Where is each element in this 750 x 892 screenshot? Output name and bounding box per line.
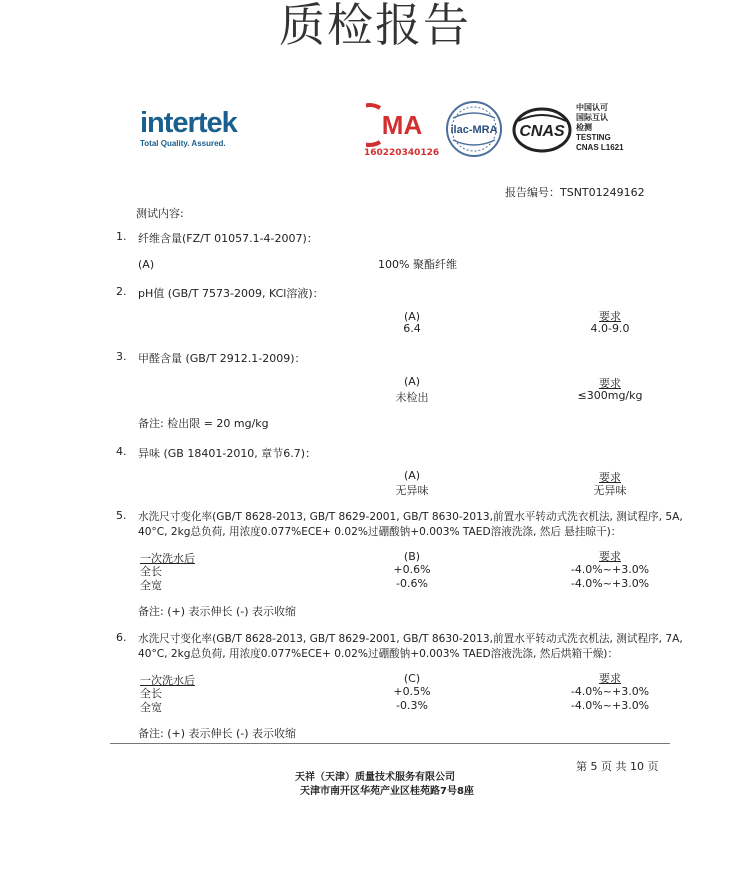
section-heading: 测试内容: [136, 207, 184, 220]
wash1-row-value: -0.6% [396, 577, 428, 590]
fiber-sample: (A) [138, 258, 155, 271]
wash1-requirement-label: 要求 [599, 550, 621, 563]
item-number: 4. [116, 445, 127, 458]
cnas-line: TESTING [576, 133, 611, 142]
odor-title: 异味 (GB 18401-2010, 章节6.7)： [138, 447, 317, 460]
item-number: 5. [116, 509, 127, 522]
wash1-method-line: 40°C, 2kg总负荷, 用浓度0.077%ECE+ 0.02%过硼酸钠+0.003% TAED溶液洗涤, 然后 悬挂晾干)： [138, 526, 622, 538]
footer-company: 天祥（天津）质量技术服务有限公司 [295, 772, 455, 783]
intertek-tagline: Total Quality. Assured. [140, 139, 226, 148]
fiber-title: 纤维含量(FZ/T 01057.1-4-2007)： [138, 232, 318, 245]
item-number: 3. [116, 350, 127, 363]
formaldehyde-requirement-value: ≤300mg/kg [577, 389, 643, 402]
wash2-sample: (C) [403, 672, 421, 685]
odor-value: 无异味 [395, 484, 429, 497]
wash1-row-head: 一次洗水后 [140, 552, 195, 565]
wash1-row-label: 全宽 [140, 579, 162, 592]
odor-sample: (A) [403, 469, 421, 482]
wash2-row-value: +0.5% [393, 685, 431, 698]
wash2-row-label: 全长 [140, 687, 162, 700]
cnas-mark: CNAS [519, 123, 565, 140]
ph-requirement-label: 要求 [599, 310, 621, 323]
wash1-row-label: 全长 [140, 565, 162, 578]
wash2-method-line: 40°C, 2kg总负荷, 用浓度0.077%ECE+ 0.02%过硼酸钠+0.003% TAED溶液洗涤, 然后烘箱干燥)： [138, 648, 619, 660]
wash2-row-head: 一次洗水后 [140, 674, 195, 687]
ph-value: 6.4 [403, 322, 421, 335]
formaldehyde-title: 甲醛含量 (GB/T 2912.1-2009)： [138, 352, 306, 365]
cnas-line: 中国认可 [576, 103, 608, 112]
formaldehyde-sample: (A) [403, 375, 421, 388]
odor-requirement-value: 无异味 [593, 484, 627, 497]
wash2-note: 备注: (+) 表示伸长 (-) 表示收缩 [138, 727, 297, 740]
wash1-method-line: 水洗尺寸变化率(GB/T 8628-2013, GB/T 8629-2001, GB/T 8630-2013,前置水平转动式洗衣机法, 测试程序, 5A, [138, 511, 683, 523]
item-number: 6. [116, 631, 127, 644]
footer-divider [110, 743, 670, 744]
wash2-requirement-label: 要求 [599, 672, 621, 685]
ph-sample: (A) [403, 310, 421, 323]
wash1-note: 备注: (+) 表示伸长 (-) 表示收缩 [138, 605, 297, 618]
wash2-row-label: 全宽 [140, 701, 162, 714]
fiber-result: 100% 聚酯纤维 [378, 258, 457, 271]
page-title: 质检报告 [279, 0, 471, 52]
wash1-row-value: +0.6% [393, 563, 431, 576]
ma-mark: MA [381, 110, 423, 140]
cnas-accreditation-text [576, 103, 624, 153]
wash1-row-requirement: -4.0%~+3.0% [570, 563, 650, 576]
odor-requirement-label: 要求 [599, 471, 621, 484]
item-number: 2. [116, 285, 127, 298]
ma-number: 160220340126 [364, 148, 440, 158]
formaldehyde-note: 备注: 检出限 = 20 mg/kg [138, 417, 269, 430]
ph-title: pH值 (GB/T 7573-2009, KCl溶液)： [138, 287, 324, 300]
wash1-row-requirement: -4.0%~+3.0% [570, 577, 650, 590]
cnas-line: CNAS L1621 [576, 143, 624, 152]
ph-requirement-value: 4.0-9.0 [590, 322, 630, 335]
ilac-mark: ilac-MRA [450, 124, 498, 136]
wash2-method-line: 水洗尺寸变化率(GB/T 8628-2013, GB/T 8629-2001, GB/T 8630-2013,前置水平转动式洗衣机法, 测试程序, 7A, [138, 633, 683, 645]
ma-seal-icon [366, 102, 432, 148]
formaldehyde-value: 未检出 [395, 391, 429, 404]
wash2-row-value: -0.3% [396, 699, 428, 712]
formaldehyde-requirement-label: 要求 [599, 377, 621, 390]
wash2-row-requirement: -4.0%~+3.0% [570, 699, 650, 712]
intertek-logo [140, 108, 237, 148]
wash2-row-requirement: -4.0%~+3.0% [570, 685, 650, 698]
item-number: 1. [116, 230, 127, 243]
cnas-logo-icon [512, 107, 572, 153]
cnas-line: 国际互认 [576, 113, 608, 122]
wash1-sample: (B) [403, 550, 421, 563]
ilac-mra-icon [445, 100, 503, 158]
footer-address: 天津市南开区华苑产业区桂苑路7号8座 [300, 786, 474, 797]
report-number: 报告编号：TSNT01249162 [505, 186, 645, 199]
page-count: 第 5 页 共 10 页 [576, 760, 659, 773]
cnas-line: 检测 [576, 123, 592, 132]
intertek-wordmark: intertek [140, 107, 237, 139]
